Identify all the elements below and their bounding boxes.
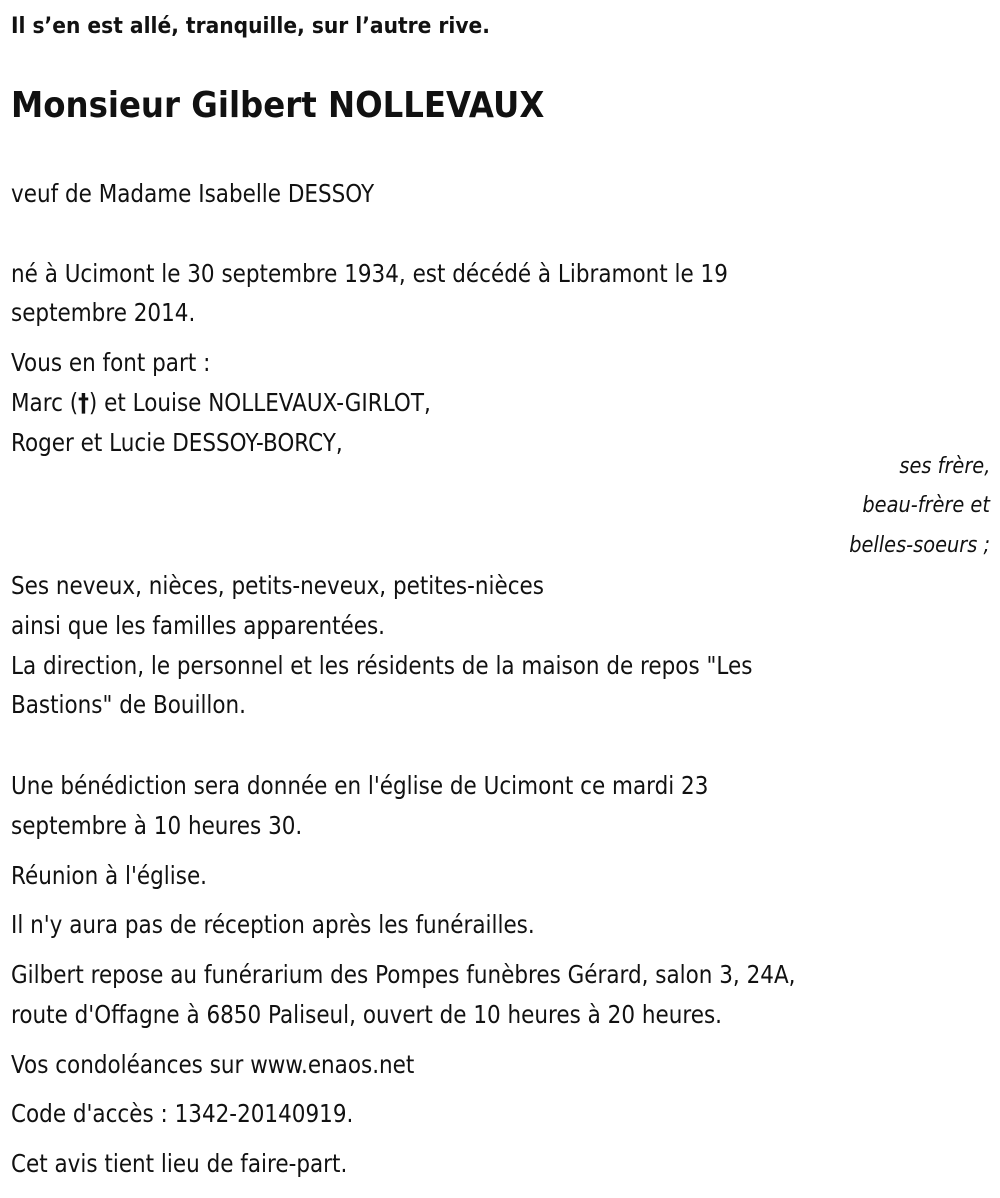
family-member-1-name-a: Marc ( <box>11 388 79 417</box>
reception-line: Il n'y aura pas de réception après les funérailles. <box>11 910 535 939</box>
cross-icon: † <box>78 388 89 417</box>
others-line-4: Bastions" de Bouillon. <box>11 690 247 719</box>
birth-death-line-1: né à Ucimont le 30 septembre 1934, est décédé à Libramont le 19 <box>11 259 728 288</box>
others-line-1: Ses neveux, nièces, petits-neveux, petites-nièces <box>11 571 544 600</box>
family-member-1-name-b: ) et Louise NOLLEVAUX-GIRLOT, <box>88 388 431 417</box>
others-line-3: La direction, le personnel et les résidents de la maison de repos "Les <box>11 651 753 680</box>
funerarium-line-2: route d'Offagne à 6850 Paliseul, ouvert de 10 heures à 20 heures. <box>11 1000 722 1029</box>
meeting-line: Réunion à l'église. <box>11 861 208 890</box>
family-member-1 <box>11 388 431 418</box>
epigraph: Il s’en est allé, tranquille, sur l’autre rive. <box>11 14 490 39</box>
spouse-line: veuf de Madame Isabelle DESSOY <box>11 179 375 208</box>
closing-line: Cet avis tient lieu de faire-part. <box>11 1149 348 1178</box>
family-member-2: Roger et Lucie DESSOY-BORCY, <box>11 428 343 457</box>
condolences-line: Vos condoléances sur www.enaos.net <box>11 1050 415 1079</box>
relation-line-3: belles-soeurs ; <box>849 533 990 558</box>
ceremony-line-1: Une bénédiction sera donnée en l'église de Ucimont ce mardi 23 <box>11 771 709 800</box>
others-line-2: ainsi que les familles apparentées. <box>11 611 386 640</box>
relation-line-1: ses frère, <box>899 454 990 479</box>
deceased-name: Monsieur Gilbert NOLLEVAUX <box>11 85 545 126</box>
funerarium-line-1: Gilbert repose au funérarium des Pompes funèbres Gérard, salon 3, 24A, <box>11 960 796 989</box>
announcers-intro: Vous en font part : <box>11 348 211 377</box>
ceremony-line-2: septembre à 10 heures 30. <box>11 811 303 840</box>
relation-line-2: beau-frère et <box>862 493 990 518</box>
access-code-line: Code d'accès : 1342-20140919. <box>11 1099 354 1128</box>
birth-death-line-2: septembre 2014. <box>11 298 196 327</box>
